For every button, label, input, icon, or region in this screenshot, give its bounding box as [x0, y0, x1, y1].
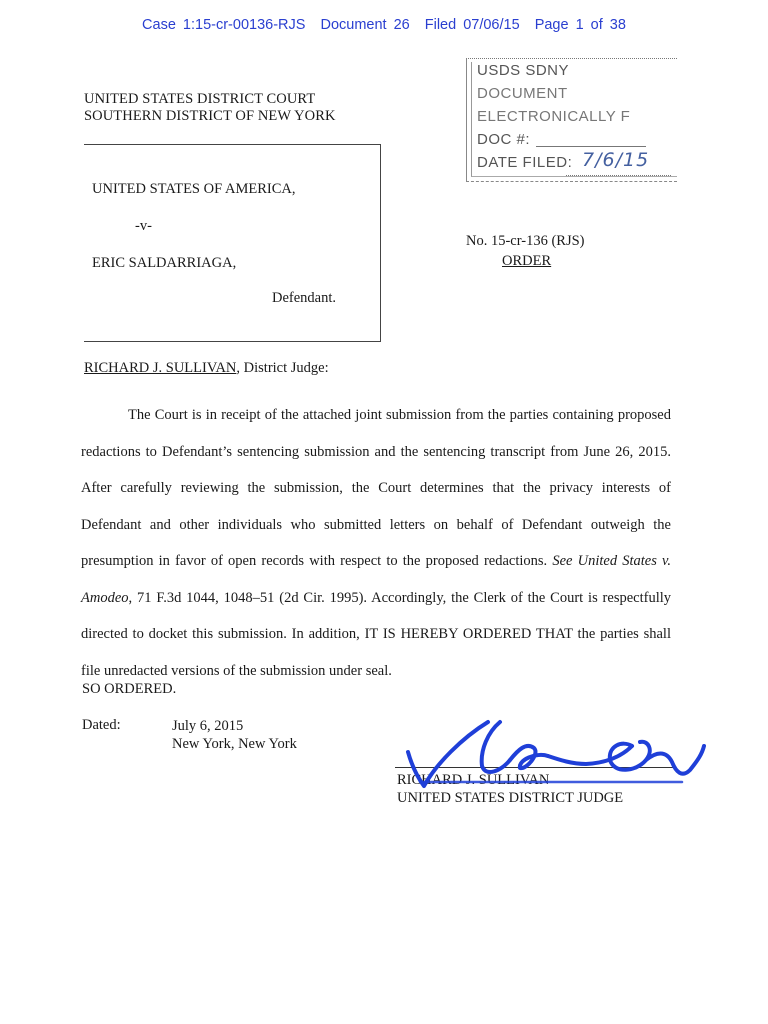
stamp-doc-number [477, 131, 646, 148]
stamp-date-filed: DATE FILED: [477, 154, 573, 171]
caption-versus: -v- [135, 218, 152, 234]
body-text-main: The Court is in receipt of the attached joint submission from the parties containing proposed redactions to Defendant’s sentencing submission and the sentencing transcript from June 26, 2015. After carefully reviewing the submission, the Court determines that the privacy interests of Defendant and other individuals who submitted letters on behalf of Defendant outweigh the presumption in favor of open records with respect to the proposed redactions. [81, 407, 671, 569]
court-name-line2: SOUTHERN DISTRICT OF NEW YORK [84, 108, 336, 124]
stamp-doc-label: DOC #: [477, 131, 531, 148]
dated-place: New York, New York [172, 736, 297, 752]
handwritten-signature [400, 700, 720, 800]
judge-name: RICHARD J. SULLIVAN [84, 360, 237, 376]
filing-stamp [466, 58, 676, 184]
handwritten-filed-date: 7/6/15 [582, 149, 650, 171]
date-filed-underline [566, 175, 671, 176]
judge-title: , District Judge: [236, 360, 329, 376]
court-name-line1: UNITED STATES DISTRICT COURT [84, 91, 316, 107]
order-body [81, 397, 671, 689]
ecf-document-number: Document 26 [320, 17, 410, 33]
dated-date: July 6, 2015 [172, 718, 244, 734]
ecf-header [0, 17, 768, 33]
stamp-document: DOCUMENT [477, 85, 568, 102]
case-caption [84, 144, 381, 342]
case-number: No. 15-cr-136 (RJS) [466, 233, 585, 249]
stamp-doc-blank [536, 145, 646, 147]
stamp-usds-sdny: USDS SDNY [477, 62, 570, 79]
dated-label: Dated: [82, 717, 121, 733]
body-citation-signal: See United States v. Amodeo [81, 553, 671, 606]
ecf-page-number: Page 1 of 38 [534, 17, 626, 33]
body-text-rest: , 71 F.3d 1044, 1048–51 (2d Cir. 1995). Accordingly, the Clerk of the Court is respectfully directed to docket this submission. In addition, IT IS HEREBY ORDERED THAT the parties shall file unredacted versions of the submission under seal. [81, 589, 671, 679]
ecf-filed-date: Filed 07/06/15 [424, 17, 520, 33]
stamp-electronically-filed: ELECTRONICALLY F [477, 108, 631, 125]
ecf-case-number: Case 1:15-cr-00136-RJS [142, 17, 306, 33]
so-ordered: SO ORDERED. [82, 681, 177, 697]
signer-title: UNITED STATES DISTRICT JUDGE [397, 790, 624, 806]
order-title: ORDER [502, 253, 552, 269]
caption-defendant-role: Defendant. [272, 290, 337, 306]
caption-defendant: ERIC SALDARRIAGA, [92, 255, 237, 271]
judge-introduction [84, 360, 329, 377]
court-name [84, 91, 336, 125]
dated-value [172, 717, 297, 753]
caption-plaintiff: UNITED STATES OF AMERICA, [92, 181, 296, 197]
signer-name: RICHARD J. SULLIVAN [397, 772, 550, 788]
